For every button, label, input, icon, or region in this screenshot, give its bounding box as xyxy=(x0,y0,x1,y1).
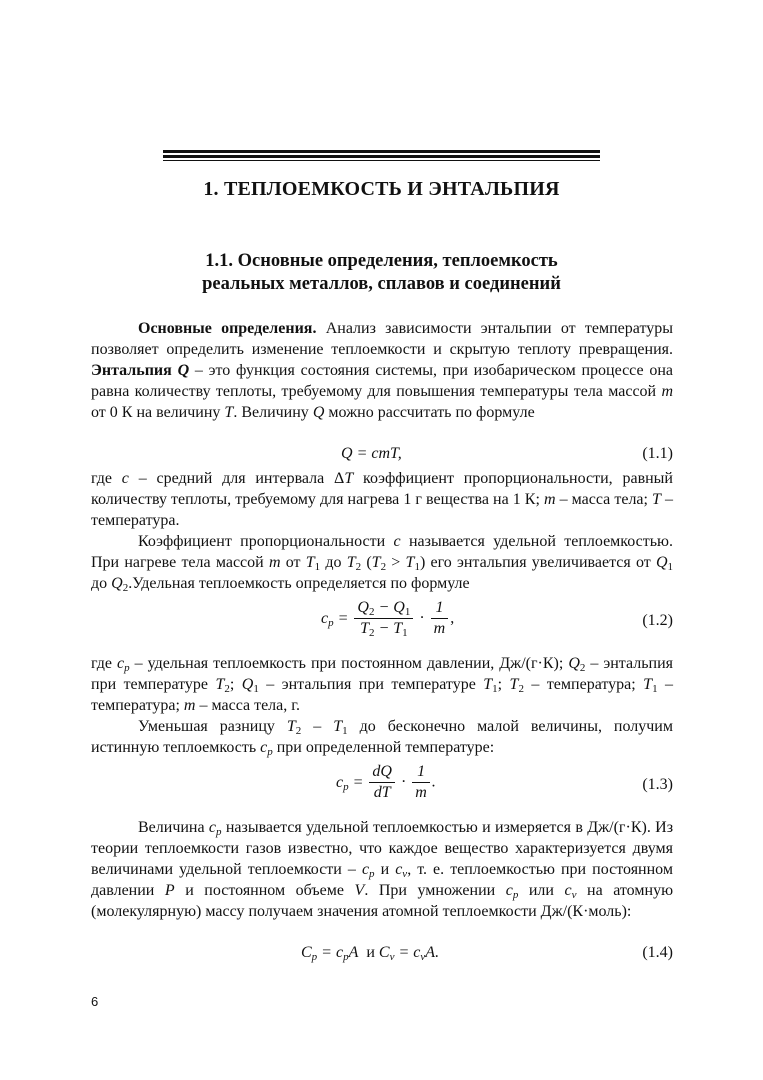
equation-1-2: $c_p$ = $\frac{Q_2 - Q_1}{T_2 - T_1}$ · $\frac{1}{m}$ , (1.2) xyxy=(321,599,673,639)
header-rule xyxy=(163,150,600,161)
equation-number: (1.3) xyxy=(642,776,673,793)
section-title xyxy=(80,250,683,296)
page-number: 6 xyxy=(91,994,99,1009)
equation-1-3: $c_p$ = $\frac{dQ}{dT}$ · $\frac{1}{m}$ . (1.3) xyxy=(336,763,673,801)
chapter-title: 1. ТЕПЛОЕМКОСТЬ И ЭНТАЛЬПИЯ xyxy=(203,178,560,200)
paragraph-explanation-2: где $c_p$ – удельная теплоемкость при постоянном давлении, Дж/(г·К); $Q_2$ – энтальпия при температуре $T_2$; $Q_1$ – энтальпия при температуре $T_1$; $T_2$ – температура; $T_1$ – температура; m – масса тела, г. Уменьшая разницу $T_2 - T_1$ до бесконечно малой величины, получим истинную теплоемкость $c_p$ при определенной температуре: xyxy=(91,655,674,758)
section-title-line-2: реальных металлов, сплавов и соединений xyxy=(202,274,561,294)
equation-number: (1.4) xyxy=(642,944,673,961)
equation-1-4: $C_p = c_pA$ и $C_v = c_vA$. (1.4) xyxy=(301,944,673,963)
equation-number: (1.2) xyxy=(642,612,673,629)
equation-1-1: Q = cmT, (1.1) xyxy=(341,445,673,462)
paragraph-explanation-1: где c – средний для интервала ΔT коэффициент пропорциональности, равный количеству теплоты, требуемому для нагрева 1 г вещества на 1 К; m – масса тела; T – температура. Коэффициент пропорциональности c называется удельной теплоемкостью. При нагреве тела массой m от $T_1$ до $T_2$ $(T_2 > T_1)$ его энтальпия увеличивается от $Q_1$ до $Q_2.Удельная$ теплоемкость определяется по формуле xyxy=(91,470,674,594)
section-title-line-1: 1.1. Основные определения, теплоемкость xyxy=(205,251,558,271)
paragraph-definitions: Основные определения. Анализ зависимости энтальпии от температуры позволяет определить изменение теплоемкости и скрытую теплоту превращения. Энтальпия Q – это функция состояния системы, при изобарическом процессе она равна количеству теплоты, требуемому для повышения температуры тела массой m от 0 К на величину T. Величину Q можно рассчитать по формуле xyxy=(91,320,674,421)
paragraph-specific-heat: Величина $c_p$ называется удельной теплоемкостью и измеряется в Дж/(г·К). Из теории теплоемкости газов известно, что каждое вещество характеризуется двумя величинами удельной теплоемкости – $c_p$ и $c_v$, т. е. теплоемкостью при постоянном давлении P и постоянном объеме V. При умножении $c_p$ или $c_v$ на атомную (молекулярную) массу получаем значения атомной теплоемкости Дж/(К·моль): xyxy=(91,819,674,920)
equation-number: (1.1) xyxy=(642,445,673,462)
